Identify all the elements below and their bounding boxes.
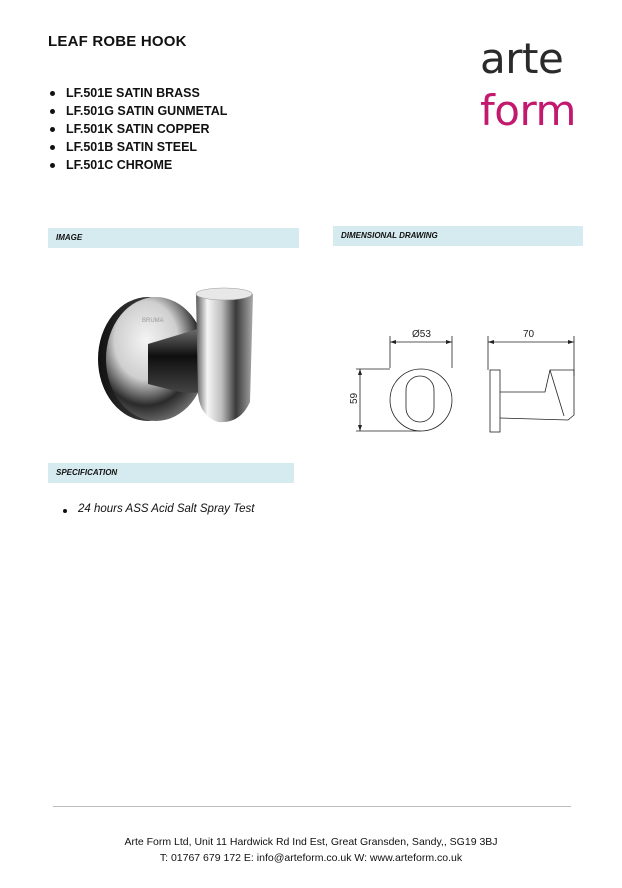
product-image — [90, 284, 270, 434]
height-label: 59 — [349, 392, 360, 404]
brand-mark: BRUMA — [142, 318, 164, 324]
variant-item: LF.501G SATIN GUNMETAL — [48, 102, 227, 120]
footer-address: Arte Form Ltd, Unit 11 Hardwick Rd Ind Est, Great Gransden, Sandy,, SG19 3BJ — [124, 836, 498, 848]
diameter-label: Ø53 — [412, 329, 431, 340]
dimensional-drawing — [340, 320, 590, 440]
section-header-dimensional-drawing: DIMENSIONAL DRAWING — [333, 226, 583, 246]
variant-item: LF.501B SATIN STEEL — [48, 138, 227, 156]
specification-item: 24 hours ASS Acid Salt Spray Test — [60, 503, 254, 515]
footer-divider — [53, 806, 571, 807]
specification-list — [60, 503, 254, 515]
arteform-logo — [480, 34, 600, 135]
variant-item: LF.501K SATIN COPPER — [48, 120, 227, 138]
side-view-plate — [490, 370, 500, 432]
section-header-image: IMAGE — [48, 228, 299, 248]
logo-line-arte: arte — [480, 34, 564, 83]
hook-cylinder — [196, 290, 253, 422]
variant-item: LF.501E SATIN BRASS — [48, 84, 227, 102]
front-view-hook — [406, 376, 434, 422]
section-header-specification: SPECIFICATION — [48, 463, 294, 483]
footer-contact: T: 01767 679 172 E: info@arteform.co.uk W: www.arteform.co.uk — [159, 852, 463, 864]
logo-line-form: form — [480, 86, 576, 135]
page-title: LEAF ROBE HOOK — [48, 33, 187, 50]
variant-item: LF.501C CHROME — [48, 156, 227, 174]
variant-list — [48, 84, 227, 174]
depth-label: 70 — [523, 329, 535, 340]
hook-cylinder-top — [196, 288, 252, 300]
